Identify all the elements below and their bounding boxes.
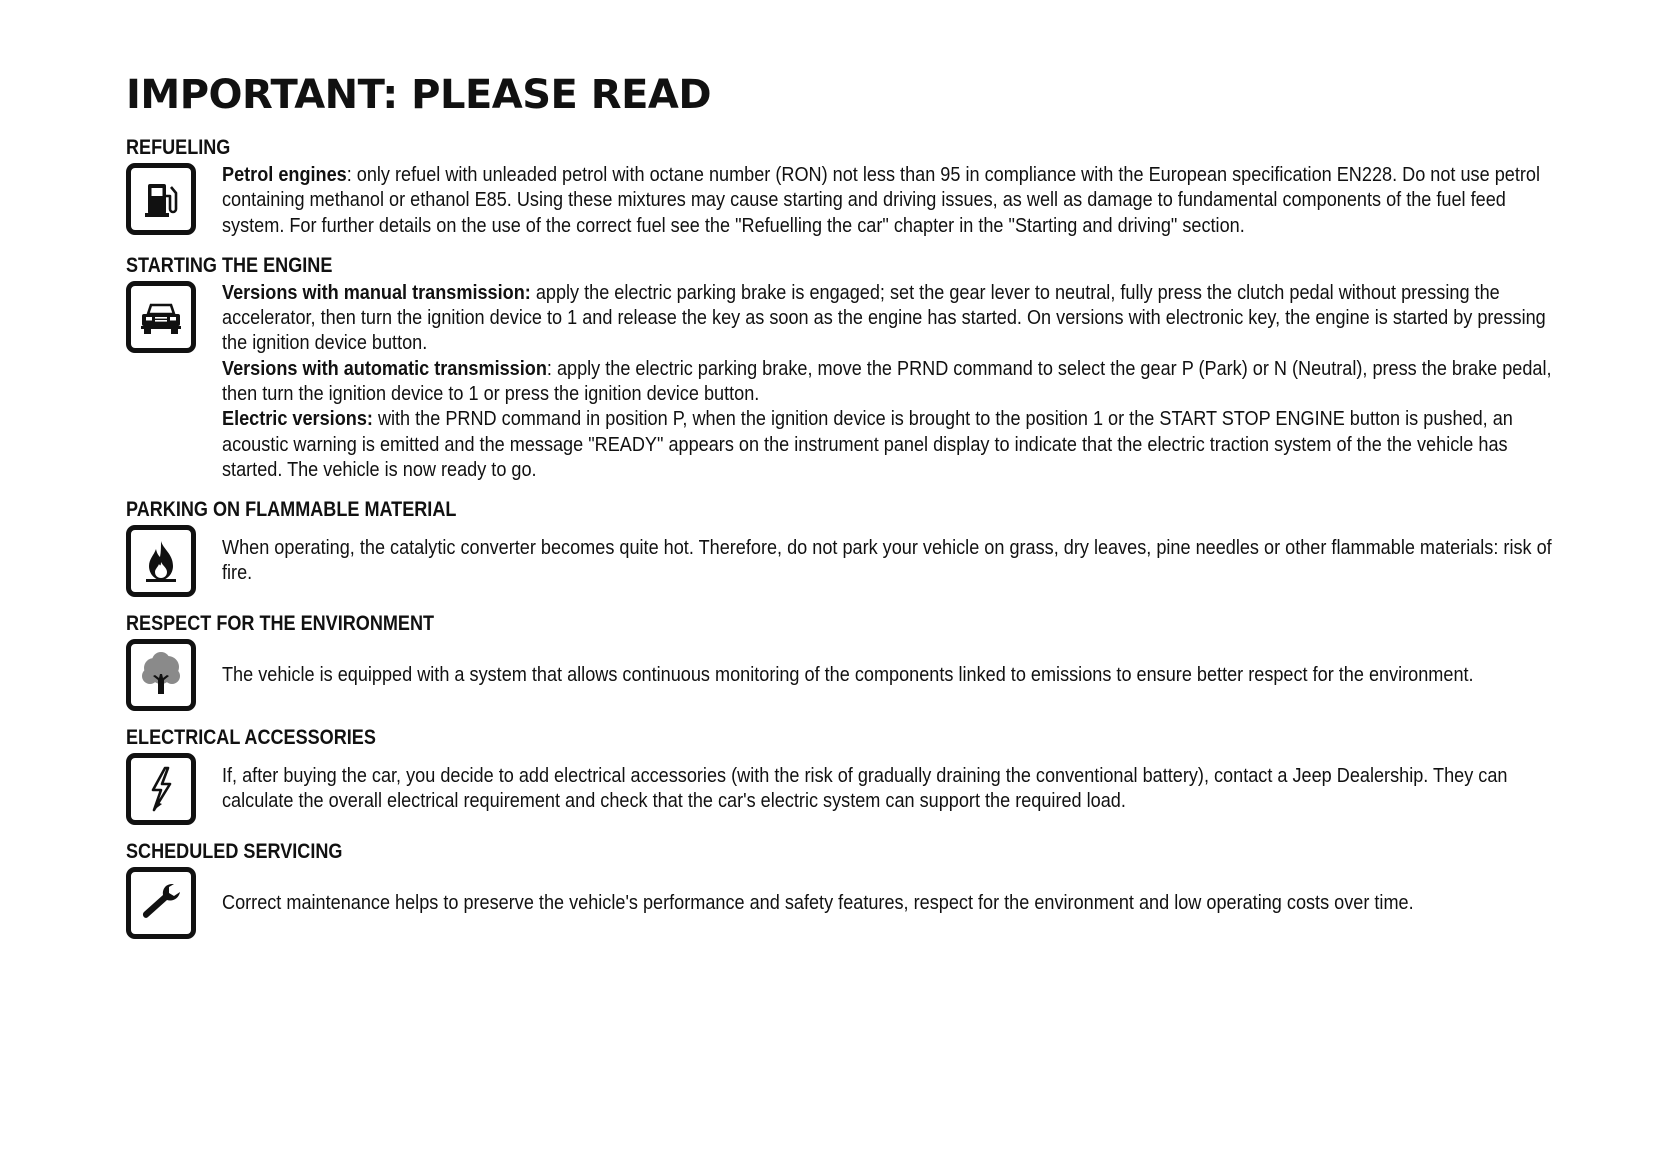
lightning-bolt-icon bbox=[126, 753, 196, 825]
section-environment bbox=[126, 611, 1566, 711]
flame-icon bbox=[126, 525, 196, 597]
wrench-icon bbox=[126, 867, 196, 939]
paragraph: Versions with manual transmission: apply the electric parking brake is engaged; set the gear lever to neutral, fully press the clutch pedal without pressing the accelerator, then turn the ignition device to 1 and release the key as soon as the engine has started. On versions with electronic key, the engine is started by pressing the ignition device button. bbox=[222, 281, 1546, 355]
section-flammable-material bbox=[126, 497, 1566, 597]
section-heading: RESPECT FOR THE ENVIRONMENT bbox=[126, 612, 435, 636]
section-scheduled-servicing bbox=[126, 839, 1566, 939]
section-starting-engine bbox=[126, 253, 1566, 483]
section-refueling bbox=[126, 135, 1566, 239]
car-front-icon bbox=[126, 281, 196, 353]
page-title: IMPORTANT: PLEASE READ bbox=[126, 72, 712, 118]
paragraph: When operating, the catalytic converter becomes quite hot. Therefore, do not park your vehicle on grass, dry leaves, pine needles or other flammable materials: risk of fire. bbox=[222, 536, 1552, 585]
paragraph: Versions with automatic transmission: apply the electric parking brake, move the PRND command to select the gear P (Park) or N (Neutral), press the brake pedal, then turn the ignition device to 1 or press the ignition device button. bbox=[222, 357, 1552, 406]
tree-icon bbox=[126, 639, 196, 711]
paragraph: Correct maintenance helps to preserve the vehicle's performance and safety features, respect for the environment and low operating costs over time. bbox=[222, 891, 1414, 914]
section-heading: SCHEDULED SERVICING bbox=[126, 840, 343, 864]
section-heading: ELECTRICAL ACCESSORIES bbox=[126, 726, 376, 750]
manual-page bbox=[126, 68, 1566, 953]
section-electrical-accessories bbox=[126, 725, 1566, 825]
paragraph: Petrol engines: only refuel with unleaded petrol with octane number (RON) not less than 95 in compliance with the European specification EN228. Do not use petrol containing methanol or ethanol E85. Using these mixtures may cause starting and driving issues, as well as damage to fundamental components of the fuel feed system. For further details on the use of the correct fuel see the "Refuelling the car" chapter in the "Starting and driving" section. bbox=[222, 164, 1540, 237]
section-heading: STARTING THE ENGINE bbox=[126, 253, 333, 277]
section-heading: REFUELING bbox=[126, 136, 231, 159]
paragraph: The vehicle is equipped with a system that allows continuous monitoring of the components linked to emissions to ensure better respect for the environment. bbox=[222, 663, 1474, 686]
paragraph: If, after buying the car, you decide to add electrical accessories (with the risk of gradually draining the conventional battery), contact a Jeep Dealership. They can calculate the overall electrical requirement and check that the car's electric system can support the required load. bbox=[222, 764, 1508, 813]
paragraph: Electric versions: with the PRND command in position P, when the ignition device is brought to the position 1 or the START STOP ENGINE button is pushed, an acoustic warning is emitted and the message "READY" appears on the instrument panel display to indicate that the electric traction system of the the vehicle has started. The vehicle is now ready to go. bbox=[222, 408, 1513, 481]
section-heading: PARKING ON FLAMMABLE MATERIAL bbox=[126, 498, 457, 522]
fuel-pump-icon bbox=[126, 163, 196, 235]
